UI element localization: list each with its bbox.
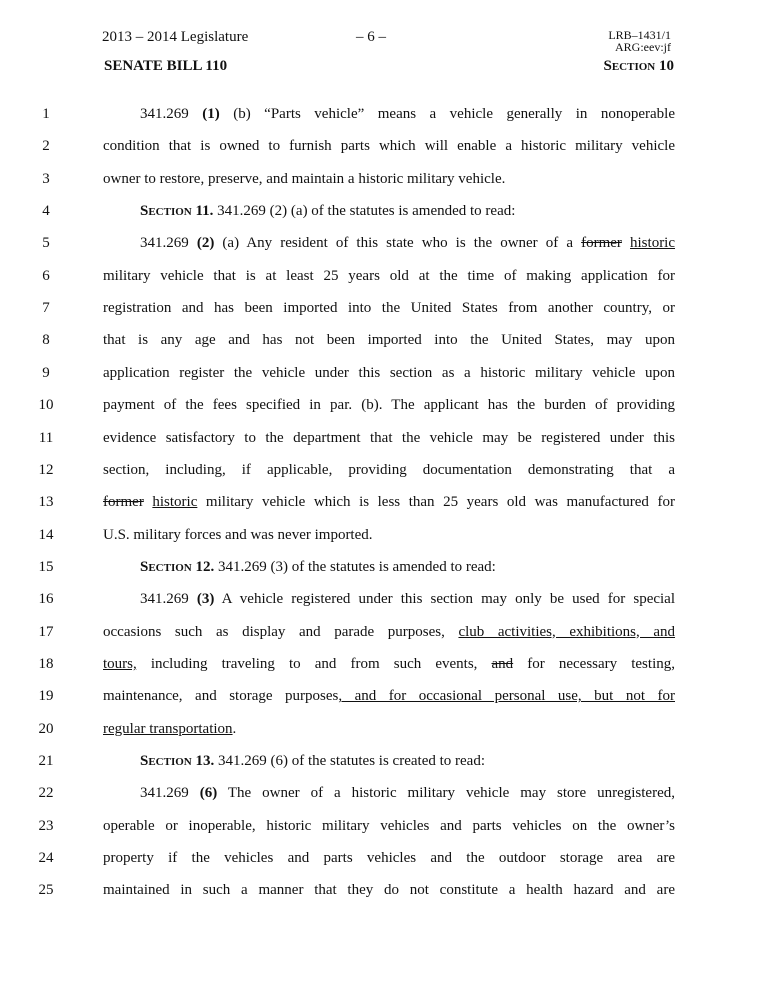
text-segment: (b) “Parts vehicle” means a vehicle generally in nonoperable [219, 106, 676, 122]
line-number: 1 [42, 106, 50, 122]
text-segment: (1) [202, 106, 220, 122]
line-text [103, 299, 675, 317]
text-line [0, 812, 765, 844]
line-number: 13 [38, 494, 54, 511]
line-text [103, 623, 675, 641]
line-number: 10 [38, 397, 54, 414]
line-number: 8 [42, 332, 50, 349]
text-segment: evidence satisfactory to the department that the vehicle may be registered under this [103, 429, 675, 446]
section-label: Section 10 [603, 58, 674, 74]
line-text [103, 720, 675, 738]
line-text [103, 364, 675, 382]
inserted-text: regular transportation [103, 720, 233, 737]
text-segment: section, including, if applicable, providing documentation demonstrating that a [103, 461, 675, 478]
text-segment: (2) [196, 235, 215, 252]
inserted-text: historic [152, 494, 198, 511]
line-text [103, 396, 675, 414]
text-segment: 341.269 (3) of the statutes is amended to read: [214, 558, 496, 575]
text-segment: property if the vehicles and parts vehicles and the outdoor storage area are [103, 850, 675, 867]
text-segment: for necessary testing, [513, 655, 675, 672]
inserted-text: tours, [103, 655, 137, 672]
line-text [103, 687, 675, 705]
text-segment: operable or inoperable, historic military vehicles and parts vehicles on the owner’s [103, 817, 675, 834]
line-text [103, 234, 675, 252]
text-segment: U.S. military forces and was never imported. [103, 526, 373, 543]
deleted-text: former [103, 494, 144, 511]
text-segment: 341.269 [140, 785, 200, 802]
text-segment: (a) Any resident of this state who is the owner of a [214, 235, 582, 252]
text-line [0, 100, 765, 132]
text-line [0, 521, 765, 553]
legislature-label: 2013 – 2014 Legislature [102, 29, 249, 45]
text-segment: The owner of a historic military vehicle may store unregistered, [217, 785, 675, 802]
bill-title: SENATE BILL 110 [104, 58, 228, 74]
text-line [0, 424, 765, 456]
line-number: 25 [38, 882, 54, 899]
text-segment: including traveling to and from such events, [136, 655, 492, 672]
line-number: 12 [38, 461, 54, 478]
line-number: 15 [38, 558, 54, 575]
lrb-number: LRB–1431/1 [608, 28, 671, 42]
line-text [103, 137, 675, 155]
line-number: 20 [38, 720, 54, 737]
text-line [0, 876, 765, 908]
line-number: 7 [42, 300, 50, 317]
text-line [0, 359, 765, 391]
section-heading: Section 13. [140, 753, 215, 769]
text-line [0, 844, 765, 876]
inserted-text: , and for occasional personal use, but not for [338, 688, 675, 705]
line-number: 11 [38, 429, 54, 446]
text-segment: (6) [199, 785, 218, 802]
line-text [103, 881, 675, 899]
text-line [0, 294, 765, 326]
line-text [103, 558, 675, 576]
line-text [103, 752, 675, 770]
text-line [0, 618, 765, 650]
line-text [103, 429, 675, 447]
line-text [103, 493, 675, 511]
line-text [103, 105, 675, 123]
text-segment: 341.269 [140, 235, 197, 252]
text-segment: A vehicle registered under this section may only be used for special [214, 591, 676, 608]
section-heading: Section 12. [140, 558, 215, 575]
text-line [0, 682, 765, 714]
text-segment: maintained in such a manner that they do not constitute a health hazard and are [103, 882, 675, 899]
text-segment: that is any age and has not been imported into the United States, may upon [103, 332, 675, 349]
line-text [103, 655, 675, 673]
text-segment: military vehicle which is less than 25 years old was manufactured for [197, 494, 675, 511]
text-line [0, 197, 765, 229]
line-number: 9 [42, 364, 50, 381]
deleted-text: and [491, 655, 514, 672]
line-number: 2 [42, 138, 50, 155]
line-number: 6 [42, 267, 50, 284]
inserted-text: historic [630, 235, 676, 252]
page-number: – 6 – [356, 29, 386, 45]
line-text [103, 461, 675, 479]
text-line [0, 391, 765, 423]
text-line [0, 456, 765, 488]
text-line [0, 585, 765, 617]
text-segment: registration and has been imported into the United States from another country, or [103, 300, 675, 317]
line-number: 24 [38, 850, 54, 867]
line-number: 3 [42, 170, 50, 187]
text-line [0, 132, 765, 164]
text-segment: military vehicle that is at least 25 years old at the time of making application for [103, 267, 675, 284]
text-line [0, 488, 765, 520]
line-text [103, 817, 675, 835]
text-segment: condition that is owned to furnish parts which will enable a historic military vehicle [103, 138, 675, 155]
line-text [103, 170, 675, 188]
text-line [0, 229, 765, 261]
text-line [0, 262, 765, 294]
text-line [0, 747, 765, 779]
line-number: 17 [38, 623, 54, 640]
line-text [103, 331, 675, 349]
text-segment [622, 235, 630, 251]
line-number: 14 [38, 526, 54, 543]
line-number: 22 [38, 785, 54, 802]
text-segment: 341.269 (2) (a) of the statutes is amended to read: [213, 203, 516, 220]
section-heading: Section 11. [140, 203, 214, 220]
text-line [0, 553, 765, 585]
line-number: 5 [42, 235, 50, 252]
line-number: 4 [42, 203, 50, 220]
line-text [103, 526, 675, 544]
line-text [103, 590, 675, 608]
text-segment: owner to restore, preserve, and maintain a historic military vehicle. [103, 170, 506, 187]
text-line [0, 779, 765, 811]
line-number: 23 [38, 817, 54, 834]
line-text [103, 267, 675, 285]
text-segment: payment of the fees specified in par. (b). The applicant has the burden of providing [103, 397, 675, 414]
text-segment: (3) [196, 591, 215, 608]
text-segment: application register the vehicle under this section as a historic military vehicle upon [103, 364, 675, 381]
deleted-text: former [581, 235, 622, 252]
line-number: 18 [38, 655, 54, 672]
text-segment: maintenance, and storage purposes [103, 688, 339, 705]
text-line [0, 715, 765, 747]
line-text [103, 202, 675, 220]
text-line [0, 326, 765, 358]
text-line [0, 650, 765, 682]
line-number: 19 [38, 688, 54, 705]
line-text [103, 784, 675, 802]
text-line [0, 165, 765, 197]
text-segment: occasions such as display and parade purposes, [103, 623, 459, 640]
text-segment: . [232, 720, 237, 737]
drafter-code: ARG:eev:jf [615, 40, 671, 54]
text-segment: 341.269 [140, 106, 203, 122]
line-number: 16 [38, 591, 54, 608]
text-segment: 341.269 (6) of the statutes is created to read: [214, 753, 485, 769]
inserted-text: club activities, exhibitions, and [458, 623, 676, 640]
line-text [103, 849, 675, 867]
text-segment: 341.269 [140, 591, 197, 608]
line-number: 21 [38, 753, 54, 769]
